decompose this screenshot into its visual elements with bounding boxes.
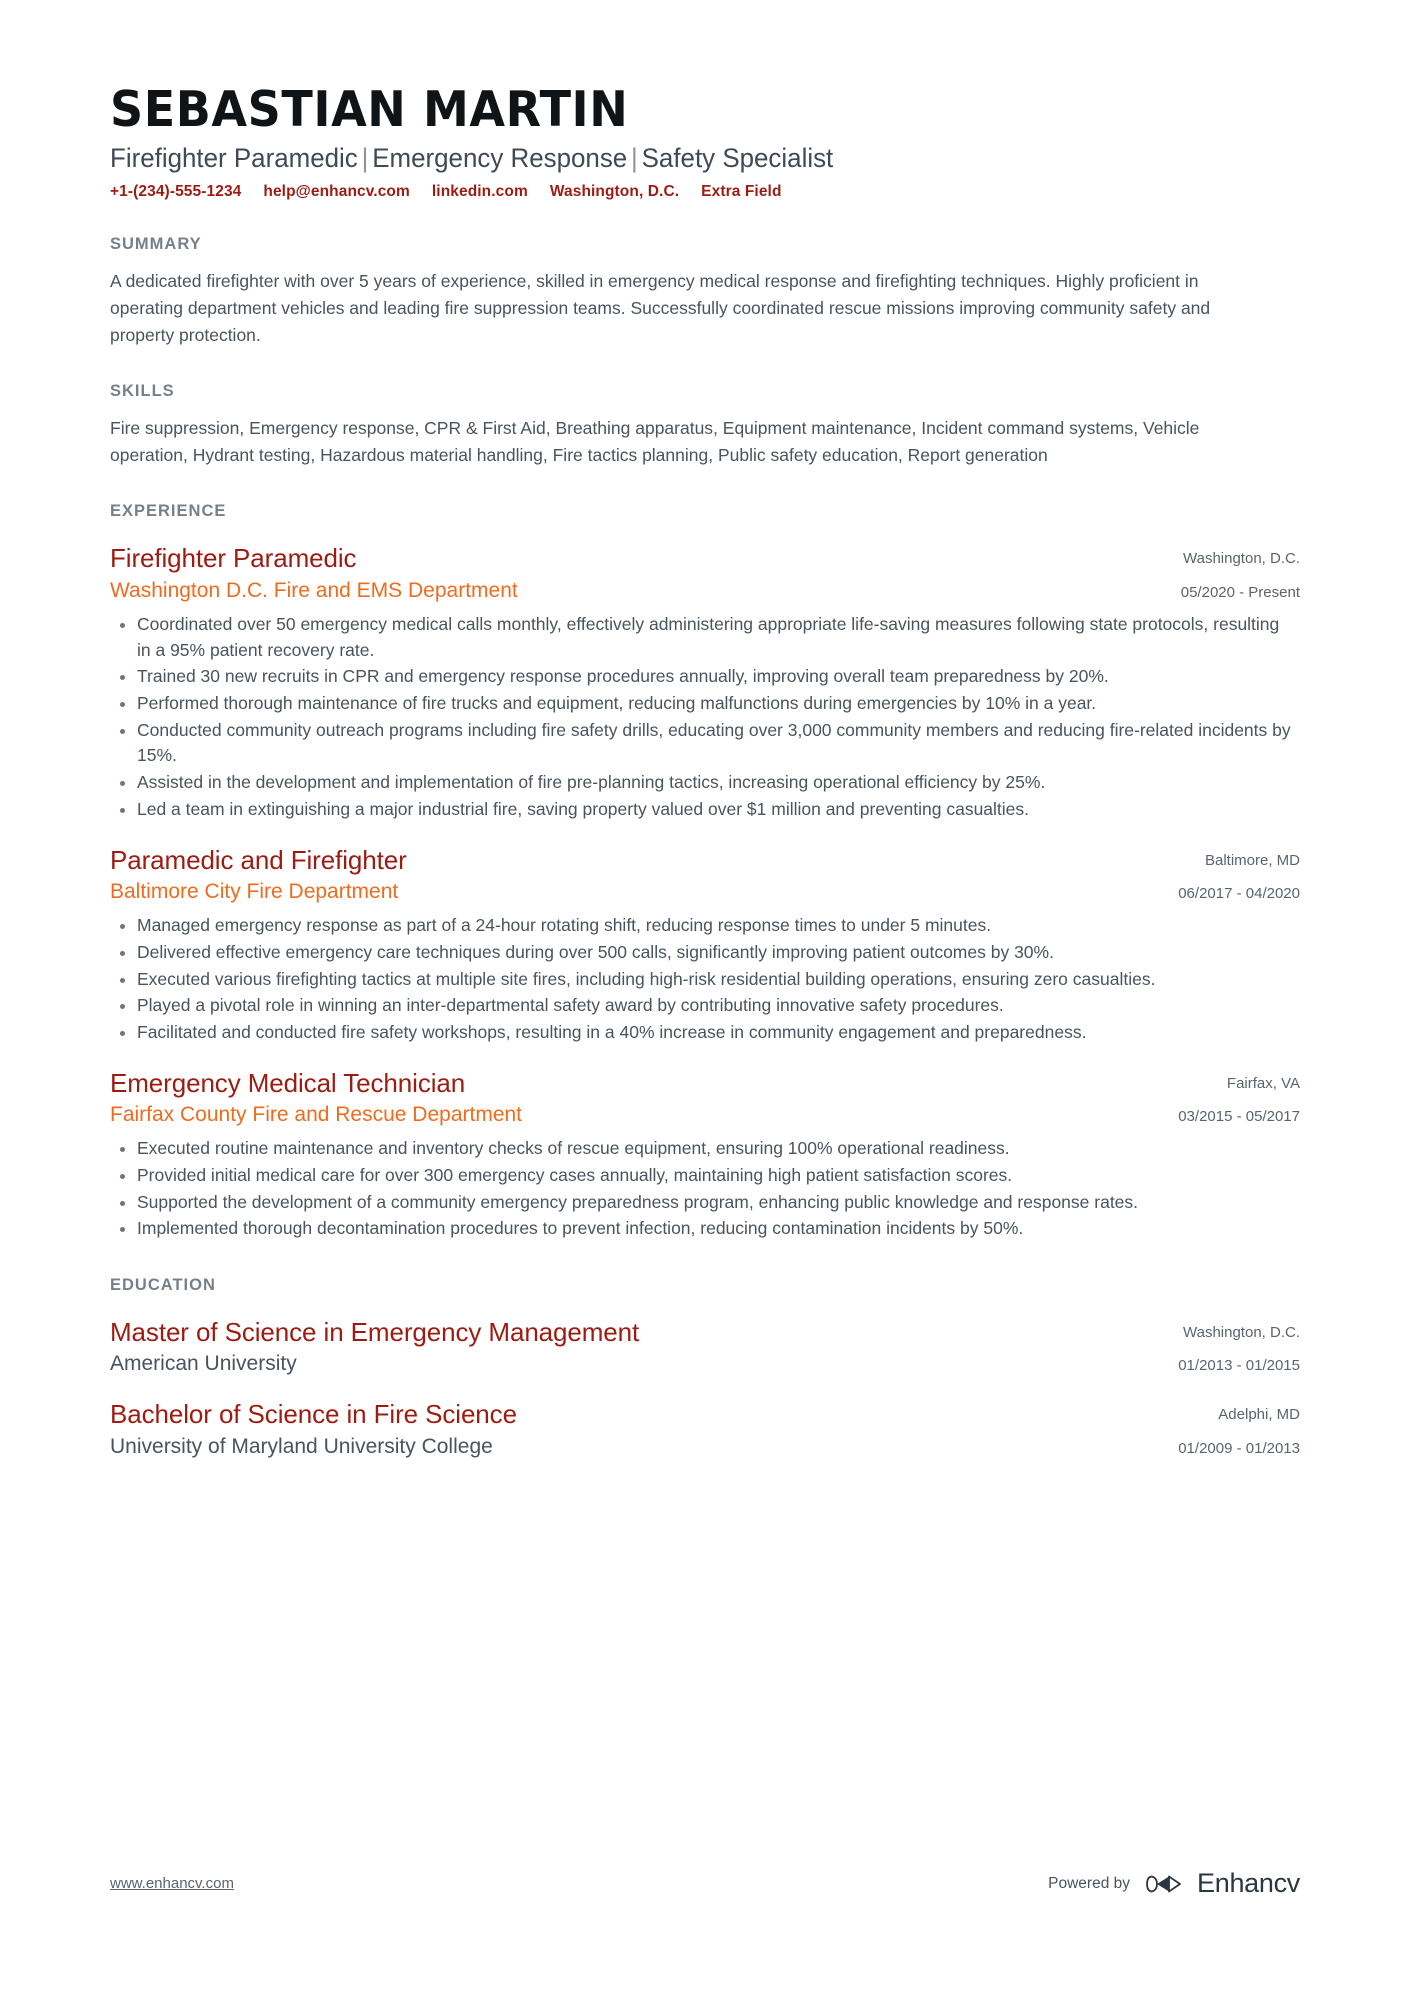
contact-location[interactable]: Washington, D.C. (549, 183, 680, 201)
education-entry-left (110, 1399, 1148, 1459)
list-item: Executed various firefighting tactics at multiple site fires, including high-risk residential building operations, ensuring zero casualties. (110, 967, 1297, 993)
experience-company: Washington D.C. Fire and EMS Department (110, 578, 518, 602)
list-item: Performed thorough maintenance of fire trucks and equipment, reducing malfunctions during emergencies by 10% in a year. (110, 691, 1297, 717)
footer-branding (1048, 1868, 1300, 1899)
enhancv-logo (1144, 1868, 1300, 1899)
education-dates: 01/2009 - 01/2013 (1178, 1439, 1300, 1457)
experience-entry-left (110, 845, 1148, 905)
enhancv-wordmark: Enhancv (1197, 1868, 1300, 1898)
experience-company: Baltimore City Fire Department (110, 879, 399, 903)
experience-location: Baltimore, MD (1204, 851, 1300, 869)
contact-phone[interactable]: +1-(234)-555-1234 (110, 183, 242, 201)
experience-location: Washington, D.C. (1183, 550, 1300, 568)
contact-extra-field[interactable]: Extra Field (701, 183, 782, 201)
experience-entry-left (110, 1068, 1148, 1128)
contact-linkedin[interactable]: linkedin.com (431, 183, 528, 201)
infinity-icon (1144, 1871, 1188, 1897)
resume-content (110, 0, 1300, 1460)
headline-part-3: Safety Specialist (641, 143, 834, 174)
experience-dates: 05/2020 - Present (1180, 583, 1300, 601)
experience-dates: 03/2015 - 05/2017 (1178, 1108, 1300, 1126)
education-entry-right (1148, 1317, 1300, 1376)
experience-entry (110, 845, 1300, 1046)
headline-part-1: Firefighter Paramedic (110, 143, 358, 174)
experience-entry-right (1148, 1068, 1300, 1127)
experience-job-title: Firefighter Paramedic (110, 543, 357, 574)
headline-separator-1: | (361, 143, 369, 174)
experience-job-title: Paramedic and Firefighter (110, 844, 407, 875)
education-entry-header (110, 1317, 1300, 1377)
experience-entry-header (110, 543, 1300, 603)
education-institution: American University (110, 1352, 297, 1376)
headline-part-2: Emergency Response (372, 143, 628, 174)
education-location: Washington, D.C. (1183, 1323, 1300, 1341)
experience-entry (110, 543, 1300, 822)
experience-entry-header (110, 1068, 1300, 1128)
experience-bullets (110, 1136, 1300, 1242)
list-item: Provided initial medical care for over 300 emergency cases annually, maintaining high patient satisfaction scores. (110, 1163, 1297, 1189)
experience-bullets (110, 913, 1300, 1046)
section-education (110, 1276, 1300, 1460)
section-skills (110, 382, 1300, 468)
headline-separator-2: | (631, 143, 638, 174)
education-degree: Master of Science in Emergency Management (110, 1316, 640, 1347)
education-entry-header (110, 1399, 1300, 1459)
section-heading-skills: SKILLS (110, 382, 175, 401)
headline-subtitle (110, 143, 1252, 174)
experience-entry-right (1151, 543, 1300, 602)
list-item: Played a pivotal role in winning an inter-departmental safety award by contributing innovative safety procedures. (110, 993, 1297, 1019)
education-dates: 01/2013 - 01/2015 (1178, 1357, 1300, 1375)
education-entry (110, 1317, 1300, 1377)
experience-location: Fairfax, VA (1226, 1074, 1300, 1092)
experience-company: Fairfax County Fire and Rescue Department (110, 1102, 523, 1126)
list-item: Coordinated over 50 emergency medical calls monthly, effectively administering appropriate life-saving measures following state protocols, resulting in a 95% patient recovery rate. (110, 612, 1297, 663)
education-degree: Bachelor of Science in Fire Science (110, 1399, 517, 1430)
list-item: Implemented thorough decontamination procedures to prevent infection, reducing contamination incidents by 50%. (110, 1216, 1297, 1242)
list-item: Assisted in the development and implementation of fire pre-planning tactics, increasing operational efficiency by 25%. (110, 770, 1297, 796)
education-location: Adelphi, MD (1218, 1406, 1300, 1424)
experience-entry-left (110, 543, 1151, 603)
section-heading-summary: SUMMARY (110, 235, 202, 254)
section-summary (110, 235, 1300, 348)
list-item: Facilitated and conducted fire safety workshops, resulting in a 40% increase in community engagement and preparedness. (110, 1020, 1297, 1046)
experience-dates: 06/2017 - 04/2020 (1178, 885, 1300, 903)
section-experience (110, 502, 1300, 1242)
experience-entry-header (110, 845, 1300, 905)
summary-text: A dedicated firefighter with over 5 years of experience, skilled in emergency medical response and firefighting techniques. Highly proficient in operating department vehicles and leading fire suppression teams. Successfully coordinated rescue missions improving community safety and property protection. (110, 271, 1211, 345)
experience-entry-right (1148, 845, 1300, 904)
skills-text: Fire suppression, Emergency response, CPR & First Aid, Breathing apparatus, Equipment maintenance, Incident command systems, Vehicle operation, Hydrant testing, Hazardous material handling, Fire tactics planning, Public safety education, Report generation (110, 418, 1200, 465)
experience-bullets (110, 612, 1300, 823)
list-item: Conducted community outreach programs including fire safety drills, educating over 3,000 community members and reducing fire-related incidents by 15%. (110, 718, 1297, 769)
education-entry-left (110, 1317, 1148, 1377)
experience-job-title: Emergency Medical Technician (110, 1067, 466, 1098)
section-heading-experience: EXPERIENCE (110, 502, 227, 521)
page-footer (110, 1868, 1300, 1899)
education-institution: University of Maryland University College (110, 1434, 493, 1458)
contact-row (110, 183, 1300, 201)
page-title: SEBASTIAN MARTIN (110, 81, 629, 138)
list-item: Trained 30 new recruits in CPR and emergency response procedures annually, improving overall team preparedness by 20%. (110, 664, 1297, 690)
footer-website-link[interactable]: www.enhancv.com (110, 1875, 234, 1892)
contact-email[interactable]: help@enhancv.com (263, 183, 410, 201)
education-entry-right (1148, 1399, 1300, 1458)
list-item: Executed routine maintenance and inventory checks of rescue equipment, ensuring 100% operational readiness. (110, 1136, 1297, 1162)
resume-header (110, 0, 1300, 201)
list-item: Managed emergency response as part of a 24-hour rotating shift, reducing response times to under 5 minutes. (110, 913, 1297, 939)
powered-by-label: Powered by (1048, 1874, 1131, 1892)
list-item: Led a team in extinguishing a major industrial fire, saving property valued over $1 million and preventing casualties. (110, 797, 1297, 823)
list-item: Supported the development of a community emergency preparedness program, enhancing public knowledge and response rates. (110, 1190, 1297, 1216)
education-entry (110, 1399, 1300, 1459)
list-item: Delivered effective emergency care techniques during over 500 calls, significantly improving patient outcomes by 30%. (110, 940, 1297, 966)
experience-entry (110, 1068, 1300, 1242)
section-heading-education: EDUCATION (110, 1275, 216, 1294)
